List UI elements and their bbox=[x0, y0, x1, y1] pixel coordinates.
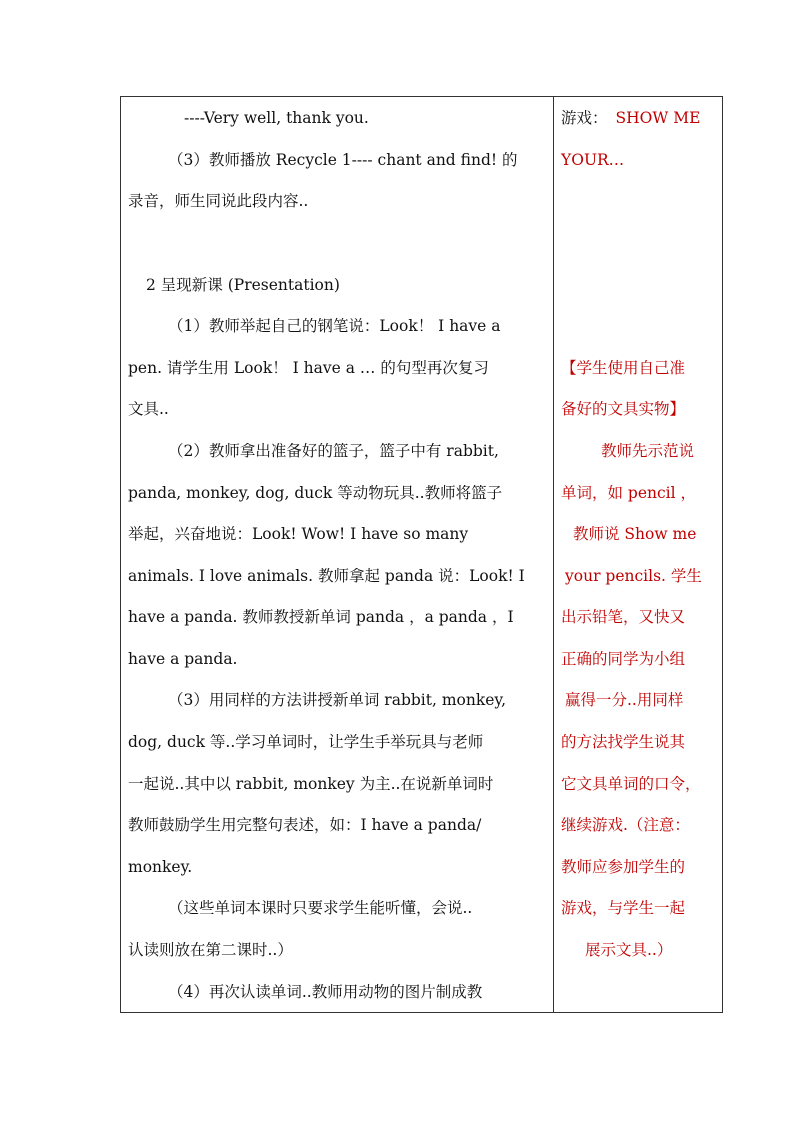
text-line: 录音，师生同说此段内容.. bbox=[128, 192, 309, 210]
text-line: （1）教师举起自己的钢笔说：Look！ I have a bbox=[168, 317, 501, 335]
text-line: monkey. bbox=[128, 858, 193, 876]
note-line: 教师先示范说 bbox=[601, 442, 695, 460]
text-line: （3）用同样的方法讲授新单词 rabbit, monkey, bbox=[168, 691, 507, 709]
text-line: （这些单词本课时只要求学生能听懂，会说.. bbox=[168, 899, 473, 917]
note-line: 它文具单词的口令， bbox=[561, 775, 701, 793]
lesson-plan-table bbox=[120, 96, 723, 1013]
text-line: （2）教师拿出准备好的篮子，篮子中有 rabbit, bbox=[168, 442, 499, 460]
text-line: animals. I love animals. 教师拿起 panda 说：Look! I bbox=[128, 567, 525, 585]
text-line: 文具.. bbox=[128, 400, 169, 418]
text-line: dog, duck 等..学习单词时，让学生手举玩具与老师 bbox=[128, 733, 484, 751]
note-line: 教师应参加学生的 bbox=[561, 858, 686, 876]
text-line: have a panda. 教师教授新单词 panda ，a panda ，I bbox=[128, 608, 514, 626]
text-line: （3）教师播放 Recycle 1---- chant and find! 的 bbox=[168, 151, 518, 169]
section-heading: 2 呈现新课 (Presentation) bbox=[146, 276, 340, 294]
note-line: 【学生使用自己准 bbox=[561, 359, 686, 377]
text-line: （4）再次认读单词..教师用动物的图片制成教 bbox=[168, 983, 483, 1001]
text-line: ----Very well, thank you. bbox=[184, 109, 369, 127]
note-line: 单词，如 pencil ， bbox=[561, 484, 697, 502]
note-line: 正确的同学为小组 bbox=[561, 650, 686, 668]
note-line: 出示铅笔，又快又 bbox=[561, 608, 686, 626]
text-line: panda, monkey, dog, duck 等动物玩具..教师将篮子 bbox=[128, 484, 503, 502]
text-line: pen. 请学生用 Look！ I have a … 的句型再次复习 bbox=[128, 359, 489, 377]
note-line: YOUR… bbox=[561, 151, 625, 169]
note-line: 赢得一分..用同样 bbox=[565, 691, 684, 709]
game-label: 游戏： bbox=[561, 109, 608, 127]
text-line: 认读则放在第二课时..） bbox=[128, 941, 293, 959]
note-line: 游戏，与学生一起 bbox=[561, 899, 686, 917]
column-divider bbox=[553, 97, 554, 1012]
text-line: 举起，兴奋地说：Look! Wow! I have so many bbox=[128, 525, 469, 543]
text-line: 一起说..其中以 rabbit, monkey 为主..在说新单词时 bbox=[128, 775, 494, 793]
note-line: 继续游戏.（注意： bbox=[561, 816, 690, 834]
note-line: your pencils. 学生 bbox=[565, 567, 702, 585]
note-line: 教师说 Show me bbox=[573, 525, 697, 543]
text-line: 教师鼓励学生用完整句表述，如：I have a panda/ bbox=[128, 816, 482, 834]
game-title: SHOW ME bbox=[615, 109, 701, 127]
note-line: 展示文具..） bbox=[585, 941, 673, 959]
note-line bbox=[561, 107, 700, 129]
note-line: 备好的文具实物】 bbox=[561, 400, 686, 418]
note-line: 的方法找学生说其 bbox=[561, 733, 686, 751]
text-line: have a panda. bbox=[128, 650, 238, 668]
